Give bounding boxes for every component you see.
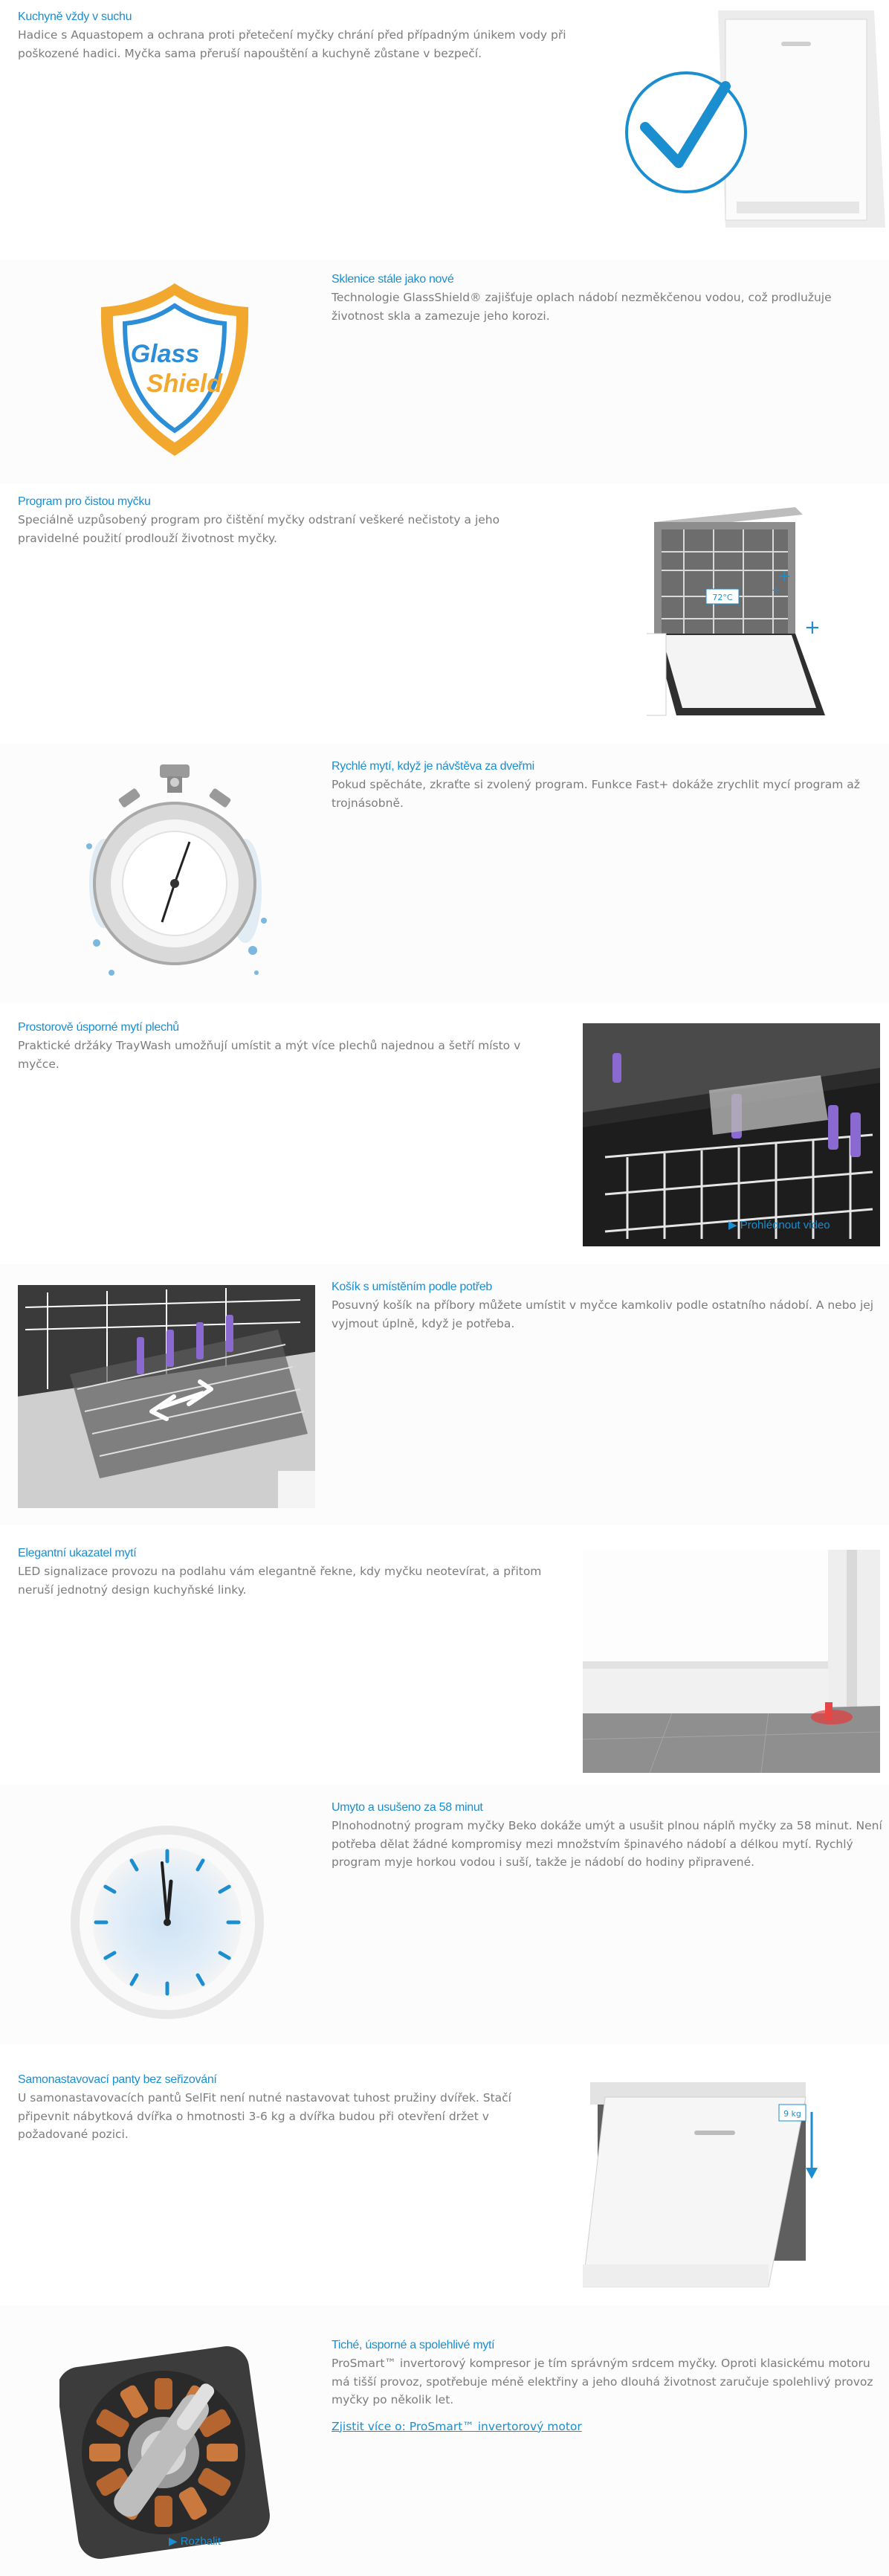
feature-text xyxy=(18,495,553,547)
feature-title: Samonastavovací panty bez seřizování xyxy=(18,2073,217,2086)
selfit-hinge-image xyxy=(583,2075,828,2290)
feature-description: Plnohodnotný program myčky Beko dokáže umýt a usušit plnou náplň myčky za 58 minut. Není potřeba dělat žádné kompromisy mezi množstvím špinavého nádobí a délkou mytí. Rychlý program myje horkou vodou i suší, takže je nádobí do hodiny připravené. xyxy=(332,1819,882,1869)
feature-text xyxy=(332,1281,885,1333)
glassshield-logo-text-1: Glass xyxy=(130,340,200,368)
feature-description: Speciálně uzpůsobený program pro čištění myčky odstraní veškeré nečistoty a jeho pravidelné použití prodlouží životnost myčky. xyxy=(18,513,500,545)
sparkle-icon: + xyxy=(772,585,780,596)
sparkle-icon: + xyxy=(804,616,821,639)
expand-label: Rozbalit xyxy=(180,2535,221,2548)
feature-description: Pokud spěcháte, zkraťte si zvolený program. Funkce Fast+ dokáže zrychlit mycí program až trojnásobně. xyxy=(332,778,860,810)
feature-text xyxy=(332,273,882,325)
prosmart-more-link[interactable]: Zjistit více o: ProSmart™ invertorový motor xyxy=(332,2419,582,2433)
feature-title: Sklenice stále jako nové xyxy=(332,273,454,286)
play-video-label: Prohlédnout video xyxy=(740,1219,830,1231)
expand-link[interactable] xyxy=(169,2534,221,2548)
play-icon: ▶ xyxy=(169,2535,181,2548)
feature-description: Technologie GlassShield® zajišťuje oplach nádobí nezměkčenou vodou, což prodlužuje životnost skla a zamezuje jeho korozi. xyxy=(332,291,832,323)
feature-description: LED signalizace provozu na podlahu vám elegantně řekne, kdy myčku neotevírat, a přitom neruší jednotný design kuchyňské linky. xyxy=(18,1565,542,1597)
cutlery-basket-image xyxy=(18,1285,315,1508)
sparkle-icon: + xyxy=(778,567,792,586)
motor-coil xyxy=(207,2444,238,2461)
feature-text xyxy=(18,1021,560,1073)
feature-description: U samonastavovacích pantů SelFit není nutné nastavovat tuhost pružiny dvířek. Stačí připevnit nábytková dvířka o hmotnosti 3-6 kg a dvířka budou při otevření držet v požadované pozici. xyxy=(18,2091,511,2141)
feature-cleaning-program xyxy=(0,483,889,744)
glassshield-logo xyxy=(89,279,260,461)
feature-text xyxy=(18,10,575,62)
motor-coil xyxy=(89,2444,120,2461)
feature-traywash xyxy=(0,1004,889,1264)
feature-title: Rychlé mytí, když je návštěva za dveřmi xyxy=(332,760,534,773)
temperature-label: 72°C xyxy=(712,593,733,602)
feature-description: ProSmart™ invertorový kompresor je tím správným srdcem myčky. Oproti klasickému motoru má tišší provoz, spotřebuje méně elektřiny a jeho dlouhá životnost zaručuje spolehlivý provoz myčky po několik let. xyxy=(332,2357,873,2406)
led-floor-light-image xyxy=(583,1550,880,1773)
aquastop-image xyxy=(614,4,889,235)
feature-58-minutes xyxy=(0,1785,889,2045)
feature-title: Program pro čistou myčku xyxy=(18,495,151,508)
feature-title: Tiché, úsporné a spolehlivé mytí xyxy=(332,2339,495,2351)
stopwatch-image xyxy=(74,757,275,995)
feature-cutlery-basket xyxy=(0,1264,889,1524)
weight-label: 9 kg xyxy=(783,2109,801,2119)
feature-glassshield xyxy=(0,260,889,483)
motor-coil xyxy=(155,2496,172,2527)
feature-title: Kuchyně vždy v suchu xyxy=(18,10,132,23)
traywash-video-thumbnail[interactable] xyxy=(583,1023,880,1246)
motor-coil xyxy=(155,2378,172,2409)
feature-title: Umyto a usušeno za 58 minut xyxy=(332,1801,483,1814)
feature-description: Hadice s Aquastopem a ochrana proti přetečení myčky chrání před případným únikem vody při poškozené hadici. Myčka sama přeruší napouštění a kuchyně zůstane v bezpečí. xyxy=(18,28,566,60)
feature-text xyxy=(18,1547,568,1599)
feature-description: Praktické držáky TrayWash umožňují umístit a mýt více plechů najednou a šetří místo v myčce. xyxy=(18,1039,521,1071)
feature-text xyxy=(332,760,882,812)
feature-text xyxy=(332,1801,885,1872)
feature-description: Posuvný košík na příbory můžete umístit v myčce kamkoliv podle ostatního nádobí. A nebo jej vyjmout úplně, když je potřeba. xyxy=(332,1298,874,1330)
feature-title: Košík s umístěním podle potřeb xyxy=(332,1281,493,1293)
glassshield-logo-text-2: Shield xyxy=(146,370,223,398)
feature-title: Prostorově úsporné mytí plechů xyxy=(18,1021,179,1034)
dishwasher-interior-image xyxy=(647,500,825,723)
feature-title: Elegantní ukazatel mytí xyxy=(18,1547,137,1559)
feature-aquastop xyxy=(0,0,889,260)
play-video-link[interactable] xyxy=(728,1218,830,1231)
play-icon: ▶ xyxy=(728,1219,740,1231)
feature-led-indicator xyxy=(0,1524,889,1785)
feature-text xyxy=(18,2073,553,2144)
feature-selfit-hinges xyxy=(0,2045,889,2305)
prosmart-motor-image xyxy=(59,2341,275,2564)
feature-text xyxy=(332,2339,885,2433)
quick-program-clock-image xyxy=(59,1815,275,2030)
feature-prosmart-motor xyxy=(0,2305,889,2576)
feature-fast-plus xyxy=(0,744,889,1004)
